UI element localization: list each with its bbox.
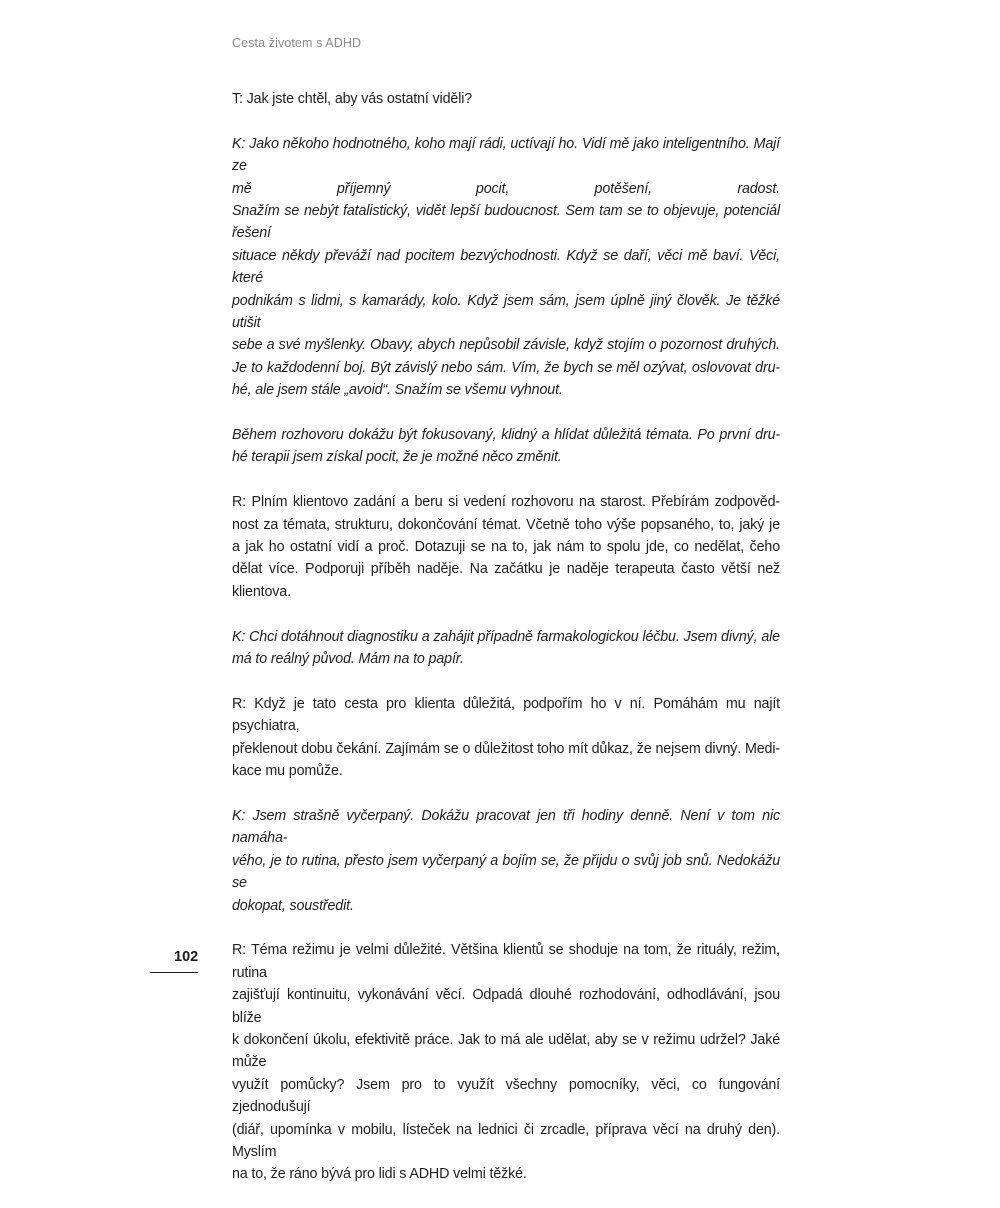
client-paragraph bbox=[232, 626, 780, 671]
paragraph-line: sebe a své myšlenky. Obavy, abych nepůsobil závisle, když stojím o pozornost druhých. bbox=[232, 337, 780, 354]
page-body bbox=[232, 88, 780, 1208]
paragraph-line: K: Chci dotáhnout diagnostiku a zahájit případně farmakologickou léčbu. Jsem divný, ale bbox=[232, 628, 780, 645]
paragraph-line: nost za témata, strukturu, dokončování témat. Včetně toho výše popsaného, to, jaký je bbox=[232, 516, 780, 533]
client-paragraph bbox=[232, 805, 780, 917]
paragraph-line: dokopat, soustředit. bbox=[232, 897, 354, 914]
paragraph-line: hé terapii jsem získal pocit, že je možné něco změnit. bbox=[232, 449, 562, 466]
paragraph-line: vého, je to rutina, přesto jsem vyčerpaný a bojím se, že přijdu o svůj job snů. Nedokážu se bbox=[232, 852, 780, 892]
paragraph-line: zajišťují kontinuitu, vykonávání věcí. Odpadá dlouhé rozhodování, odhodlávání, jsou blíže bbox=[232, 987, 780, 1026]
paragraph-line: R: Téma režimu je velmi důležité. Většina klientů se shoduje na tom, že rituály, režim, rutina bbox=[232, 942, 780, 981]
therapist-paragraph bbox=[232, 939, 780, 1185]
paragraph-line: R: Plním klientovo zadání a beru si vedení rozhovoru na starost. Přebírám zodpověd- bbox=[232, 494, 780, 511]
client-paragraph bbox=[232, 133, 780, 402]
paragraph-line: má to reálný původ. Mám na to papír. bbox=[232, 651, 464, 668]
paragraph-line: mě příjemný pocit, potěšení, radost. bbox=[232, 180, 780, 197]
paragraph-line: T: Jak jste chtěl, aby vás ostatní viděli? bbox=[232, 91, 473, 107]
page-number: 102 bbox=[174, 949, 199, 965]
paragraph-line: dělat více. Podporuji příběh naděje. Na začátku je naděje terapeuta často větší než bbox=[232, 561, 780, 578]
paragraph-line: hé, ale jsem stále „avoid“. Snažím se všemu vyhnout. bbox=[232, 382, 563, 399]
paragraph-line: situace někdy převáží nad pocitem bezvýchodnosti. Když se daří, věci mě baví. Věci, které bbox=[232, 247, 780, 287]
paragraph-line: na to, že ráno bývá pro lidi s ADHD velmi těžké. bbox=[232, 1166, 527, 1183]
paragraph-line: Je to každodenní boj. Být závislý nebo sám. Vím, že bych se měl ozývat, oslovovat dru- bbox=[232, 359, 780, 376]
paragraph-line: využít pomůcky? Jsem pro to využít všechny pomocníky, věci, co fungování zjednodušují bbox=[232, 1076, 780, 1116]
paragraph-line: (diář, upomínka v mobilu, lísteček na lednici či zrcadle, příprava věcí na druhý den). Myslím bbox=[232, 1121, 780, 1160]
paragraph-line: Během rozhovoru dokážu být fokusovaný, klidný a hlídat důležitá témata. Po první dru- bbox=[232, 427, 780, 444]
paragraph-line: k dokončení úkolu, efektivitě práce. Jak to má ale udělat, aby se v režimu udržel? Jaké může bbox=[232, 1031, 780, 1071]
running-head: Cesta životem s ADHD bbox=[232, 36, 362, 50]
therapist-paragraph bbox=[232, 88, 780, 110]
paragraph-line: klientova. bbox=[232, 583, 291, 600]
paragraph-line: R: Když je tato cesta pro klienta důležitá, podpořím ho v ní. Pomáhám mu najít psychiatra, bbox=[232, 695, 780, 735]
paragraph-line: podnikám s lidmi, s kamarády, kolo. Když jsem sám, jsem úplně jiný člověk. Je těžké utišit bbox=[232, 292, 780, 332]
paragraph-line: kace mu pomůže. bbox=[232, 763, 343, 780]
therapist-paragraph bbox=[232, 693, 780, 783]
paragraph-line: K: Jako někoho hodnotného, koho mají rádi, uctívají ho. Vidí mě jako inteligentního. Mají ze bbox=[232, 135, 780, 175]
paragraph-line: K: Jsem strašně vyčerpaný. Dokážu pracovat jen tři hodiny denně. Není v tom nic namáha- bbox=[232, 807, 780, 847]
paragraph-line: Snažím se nebýt fatalistický, vidět lepší budoucnost. Sem tam se to objevuje, potenciál řešení bbox=[232, 203, 780, 242]
therapist-paragraph bbox=[232, 491, 780, 603]
paragraph-line: a jak ho ostatní vidí a proč. Dotazuji se na to, jak nám to spolu jde, co nedělat, čeho bbox=[232, 539, 780, 556]
client-paragraph bbox=[232, 424, 780, 469]
paragraph-line: překlenout dobu čekání. Zajímám se o důležitost toho mít důkaz, že nejsem divný. Medi- bbox=[232, 740, 780, 757]
footer-rule bbox=[150, 972, 198, 973]
